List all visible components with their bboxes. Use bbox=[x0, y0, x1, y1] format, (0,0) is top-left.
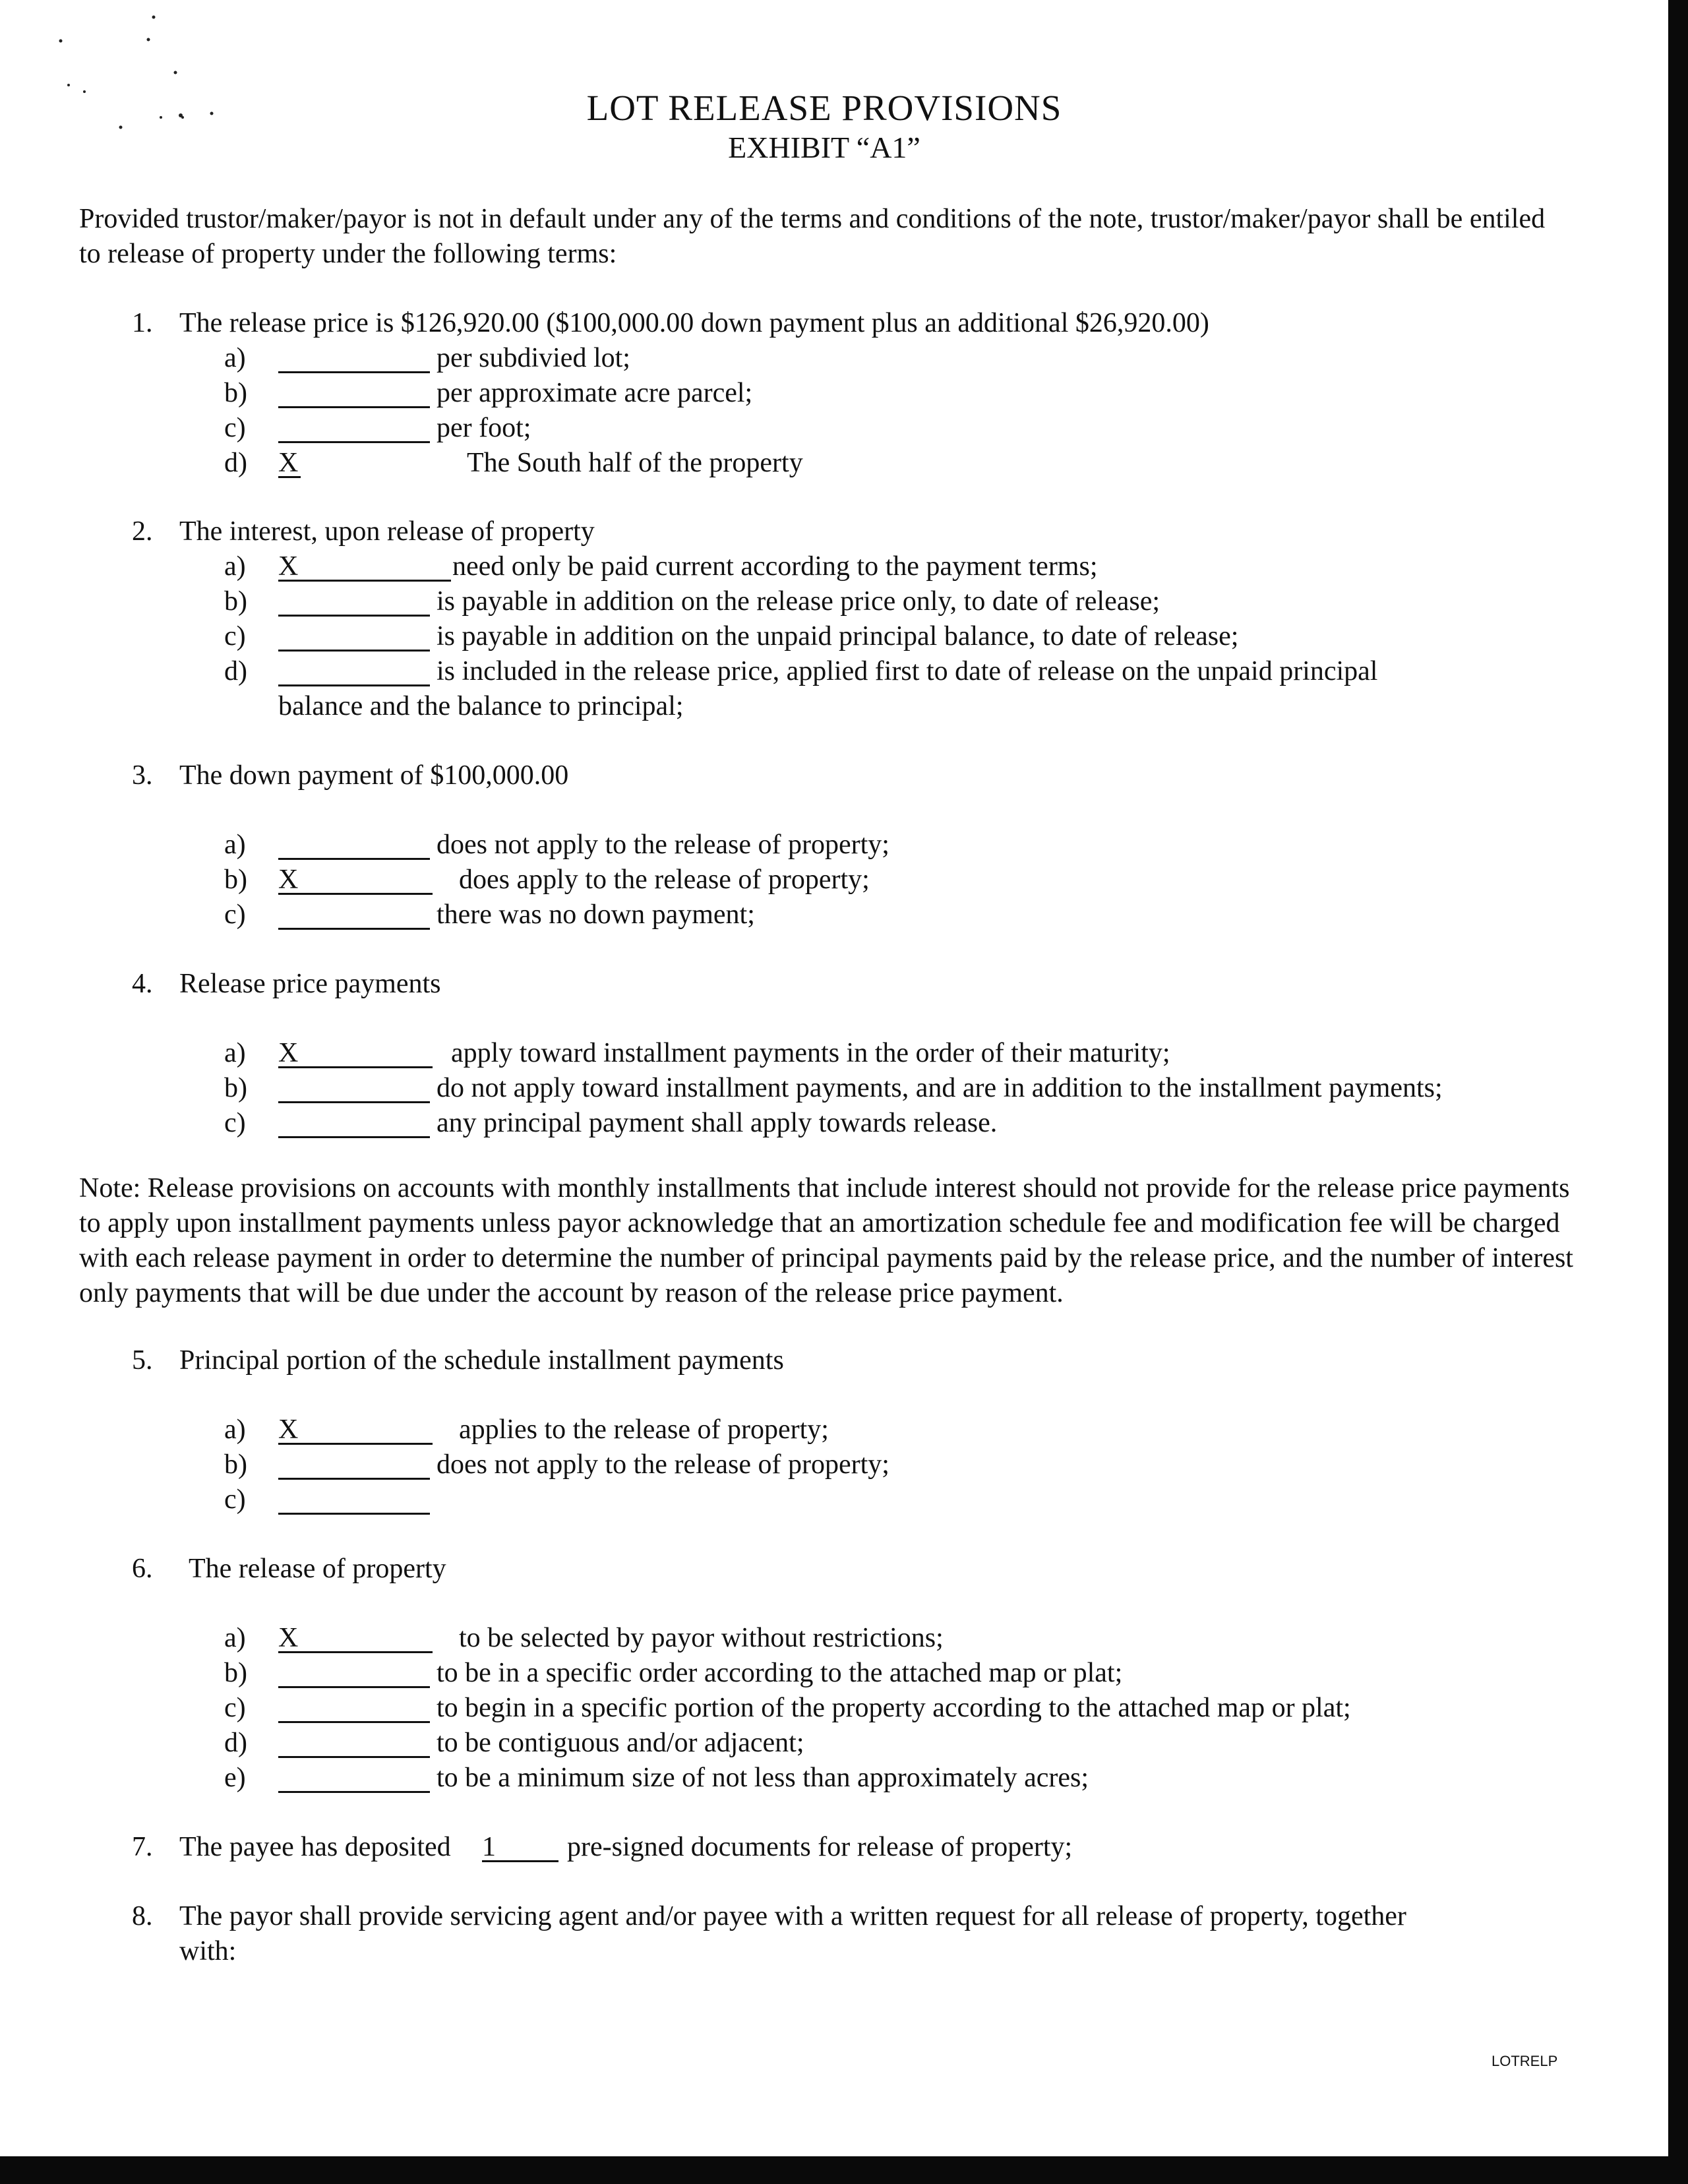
item-text: per foot; bbox=[437, 413, 531, 443]
checked-field[interactable]: X bbox=[278, 446, 301, 478]
item-text: does apply to the release of property; bbox=[459, 864, 870, 895]
item-text: do not apply toward installment payments, and are in addition to the installment payments; bbox=[437, 1073, 1443, 1103]
item-label: b) bbox=[224, 586, 247, 617]
blank-field[interactable] bbox=[278, 1691, 430, 1723]
section-number: 3. bbox=[132, 760, 153, 791]
blank-field[interactable] bbox=[278, 1726, 430, 1758]
item-text-continuation: balance and the balance to principal; bbox=[278, 691, 684, 721]
item-label: c) bbox=[224, 1484, 246, 1515]
item-label: a) bbox=[224, 1038, 246, 1068]
note-paragraph: Note: Release provisions on accounts with monthly installments that include interest should not provide for the release price payments to apply upon installment payments unless payor acknowledge that an amortization schedule fee and modification fee will be charged with each release payment in order to determine the number of principal payments paid by the release price, and the number of interest only payments that will be due under the account by reason of the release price payment. bbox=[79, 1173, 1573, 1308]
item-text: is included in the release price, applied first to date of release on the unpaid principal bbox=[437, 656, 1378, 686]
blank-field[interactable] bbox=[278, 654, 430, 686]
item-label: a) bbox=[224, 551, 246, 582]
item-label: e) bbox=[224, 1763, 246, 1793]
item-text: does not apply to the release of property; bbox=[437, 1449, 889, 1480]
item-label: b) bbox=[224, 1073, 247, 1103]
item-text: to begin in a specific portion of the property according to the attached map or plat; bbox=[437, 1693, 1351, 1723]
blank-field[interactable] bbox=[278, 897, 430, 930]
item-text: does not apply to the release of property; bbox=[437, 830, 889, 860]
checked-field[interactable]: X bbox=[278, 863, 433, 895]
item-label: c) bbox=[224, 413, 246, 443]
item-text: is payable in addition on the unpaid principal balance, to date of release; bbox=[437, 621, 1239, 652]
blank-field[interactable] bbox=[278, 1761, 430, 1793]
item-text: is payable in addition on the release price only, to date of release; bbox=[437, 586, 1160, 617]
blank-field[interactable] bbox=[278, 828, 430, 860]
blank-field[interactable] bbox=[278, 1482, 430, 1515]
intro-paragraph: Provided trustor/maker/payor is not in default under any of the terms and conditions of the note, trustor/maker/payor shall be entiled to release of property under the following terms: bbox=[79, 204, 1546, 269]
checked-field[interactable]: X bbox=[278, 1412, 433, 1445]
section-number: 4. bbox=[132, 969, 153, 999]
section-heading-end: pre-signed documents for release of property; bbox=[567, 1832, 1073, 1862]
section-number: 5. bbox=[132, 1345, 153, 1376]
section-heading: The payee has deposited bbox=[179, 1832, 451, 1862]
item-label: c) bbox=[224, 1108, 246, 1138]
section-number: 6. bbox=[132, 1554, 153, 1584]
section-heading: The release price is $126,920.00 ($100,000.00 down payment plus an additional $26,920.00) bbox=[179, 308, 1209, 338]
blank-field[interactable] bbox=[278, 1106, 430, 1138]
page-edge-right bbox=[1668, 0, 1688, 2184]
deposited-count-field[interactable]: 1 bbox=[482, 1830, 558, 1862]
checked-field[interactable]: X bbox=[278, 1036, 433, 1068]
checked-field[interactable]: X bbox=[278, 549, 451, 582]
blank-field[interactable] bbox=[278, 584, 430, 617]
section-heading: The release of property bbox=[189, 1554, 446, 1584]
checked-field[interactable]: X bbox=[278, 1621, 433, 1653]
item-label: c) bbox=[224, 621, 246, 652]
document-title: LOT RELEASE PROVISIONS bbox=[586, 88, 1062, 128]
section-heading: The down payment of $100,000.00 bbox=[179, 760, 569, 791]
item-label: a) bbox=[224, 343, 246, 373]
item-text: any principal payment shall apply towards release. bbox=[437, 1108, 998, 1138]
item-label: c) bbox=[224, 899, 246, 930]
item-text: to be in a specific order according to the attached map or plat; bbox=[437, 1658, 1123, 1688]
blank-field[interactable] bbox=[278, 1071, 430, 1103]
blank-field[interactable] bbox=[278, 1447, 430, 1480]
blank-field[interactable] bbox=[278, 411, 430, 443]
item-label: d) bbox=[224, 1728, 247, 1758]
item-label: b) bbox=[224, 1658, 247, 1688]
item-label: d) bbox=[224, 448, 247, 478]
item-text: per approximate acre parcel; bbox=[437, 378, 753, 408]
item-text: to be contiguous and/or adjacent; bbox=[437, 1728, 804, 1758]
section-heading-line2: with: bbox=[179, 1936, 237, 1966]
section-number: 8. bbox=[132, 1901, 153, 1931]
section-heading: Release price payments bbox=[179, 969, 441, 999]
item-text: to be a minimum size of not less than approximately acres; bbox=[437, 1763, 1089, 1793]
item-label: b) bbox=[224, 1449, 247, 1480]
item-text: apply toward installment payments in the order of their maturity; bbox=[451, 1038, 1170, 1068]
item-label: a) bbox=[224, 1623, 246, 1653]
blank-field[interactable] bbox=[278, 341, 430, 373]
section-heading: Principal portion of the schedule installment payments bbox=[179, 1345, 784, 1376]
form-code: LOTRELP bbox=[1492, 2053, 1558, 2069]
item-text: The South half of the property bbox=[467, 448, 803, 478]
item-text: applies to the release of property; bbox=[459, 1414, 829, 1445]
section-number: 7. bbox=[132, 1832, 153, 1862]
item-label: a) bbox=[224, 1414, 246, 1445]
page-edge-bottom bbox=[0, 2156, 1688, 2184]
blank-field[interactable] bbox=[278, 1656, 430, 1688]
item-text: per subdivied lot; bbox=[437, 343, 630, 373]
item-text: to be selected by payor without restrictions; bbox=[459, 1623, 944, 1653]
item-label: b) bbox=[224, 378, 247, 408]
item-text: there was no down payment; bbox=[437, 899, 755, 930]
blank-field[interactable] bbox=[278, 619, 430, 652]
item-label: c) bbox=[224, 1693, 246, 1723]
blank-field[interactable] bbox=[278, 376, 430, 408]
document-subtitle: EXHIBIT “A1” bbox=[728, 131, 920, 164]
section-heading: The payor shall provide servicing agent and/or payee with a written request for all release of property, together bbox=[179, 1901, 1406, 1931]
item-label: b) bbox=[224, 864, 247, 895]
section-heading: The interest, upon release of property bbox=[179, 516, 595, 547]
section-number: 2. bbox=[132, 516, 153, 547]
item-text: need only be paid current according to the payment terms; bbox=[452, 551, 1098, 582]
item-label: d) bbox=[224, 656, 247, 686]
section-number: 1. bbox=[132, 308, 153, 338]
item-label: a) bbox=[224, 830, 246, 860]
